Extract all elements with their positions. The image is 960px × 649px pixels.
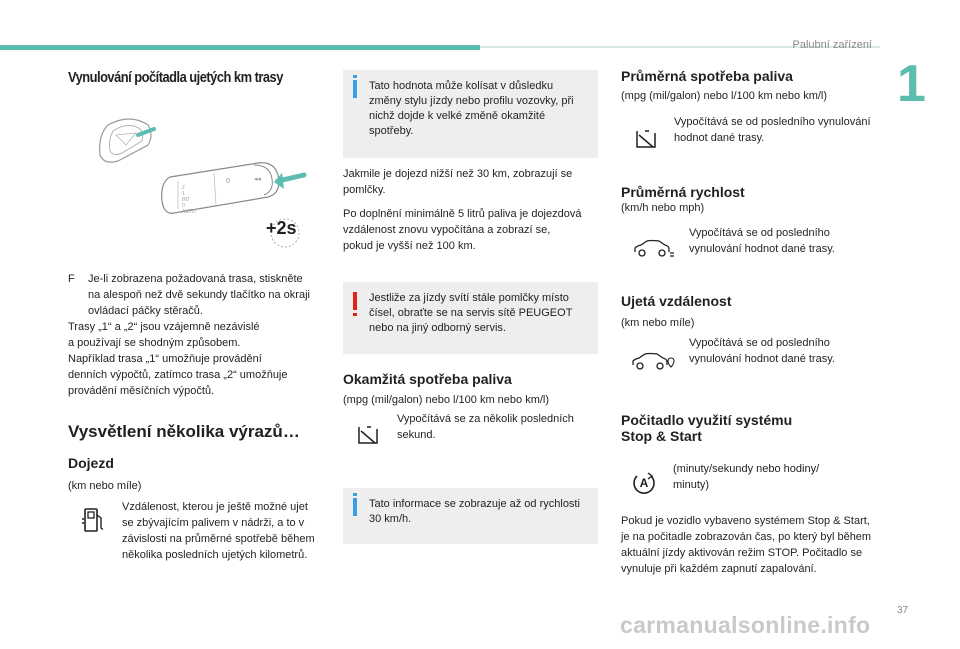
trips-paragraph-5: provádění měsíčních výpočtů. — [68, 385, 215, 397]
warning-icon — [353, 292, 357, 310]
average-consumption-unit: (mpg (mil/galon) nebo l/100 km nebo km/l) — [621, 90, 828, 102]
stop-start-heading-1: Počitadlo využití systému — [621, 412, 793, 428]
watermark: carmanualsonline.info — [620, 612, 871, 638]
average-fuel-icon — [635, 127, 657, 149]
two-seconds-label: +2s — [266, 218, 297, 238]
info-note-text: Tato hodnota může kolísat v důsledku změny stylu jízdy nebo profilu vozovky, při nichž dojde k velké změně okamžité spotřeby. — [369, 80, 574, 137]
info-icon — [353, 80, 357, 98]
car-distance-icon — [631, 350, 675, 372]
dashes-paragraph: Jakmile je dojezd nižší než 30 km, zobrazují se pomlčky. — [343, 168, 573, 196]
range-description: Vzdálenost, kterou je ještě možné ujet se zbývajícím palivem v nádrži, a to v závislosti na průměrné spotřebě během několika posledních ujetých kilometrů. — [122, 501, 315, 561]
info-icon — [353, 498, 357, 516]
svg-text:1: 1 — [182, 191, 185, 197]
average-consumption-description: Vypočítává se od posledního vynulování hodnot dané trasy. — [674, 116, 871, 144]
page-number: 37 — [897, 605, 909, 616]
svg-text:INT: INT — [182, 197, 191, 203]
svg-text:AUTO: AUTO — [182, 209, 196, 215]
stop-start-unit: (minuty/sekundy nebo hodiny/ minuty) — [673, 463, 820, 491]
svg-text:◂◂: ◂◂ — [254, 176, 262, 183]
info-note-variation — [343, 70, 598, 158]
warning-note-text: Jestliže za jízdy svítí stále pomlčky místo čísel, obraťte se na servis sítě PEUGEOT nebo na jiný odborný servis. — [369, 292, 573, 334]
trips-paragraph-2: a používají se shodným způsobem. — [68, 337, 241, 349]
bullet-marker: F — [68, 273, 75, 285]
average-consumption-heading: Průměrná spotřeba paliva — [621, 68, 793, 84]
average-speed-unit: (km/h nebo mph) — [621, 202, 705, 214]
distance-unit: (km nebo míle) — [621, 317, 695, 329]
trips-paragraph-3: Například trasa „1“ umožňuje provádění — [68, 353, 262, 365]
reset-instruction: Je-li zobrazena požadovaná trasa, stiskněte na alespoň než dvě sekundy tlačítko na okraji ovládací páčky stěračů. — [88, 273, 310, 317]
fuel-consumption-icon — [357, 423, 379, 445]
trips-paragraph-1: Trasy „1“ a „2“ jsou vzájemně nezávislé — [68, 321, 260, 333]
svg-text:0: 0 — [226, 178, 230, 185]
average-speed-description: Vypočítává se od posledního vynulování hodnot dané trasy. — [689, 227, 835, 255]
stop-start-icon-letter: A — [639, 476, 649, 490]
chapter-number: 1 — [897, 55, 926, 113]
distance-heading: Ujetá vzdálenost — [621, 293, 732, 309]
instant-consumption-description: Vypočítává se za několik posledních sekund. — [397, 413, 574, 441]
trips-paragraph-4: denních výpočtů, zatímco trasa „2“ umožňuje — [68, 369, 288, 381]
info-note-speed-text: Tato informace se zobrazuje až od rychlosti 30 km/h. — [369, 498, 580, 525]
warning-note-dashes — [343, 282, 598, 354]
instant-consumption-unit: (mpg (mil/galon) nebo l/100 km nebo km/l) — [343, 394, 550, 406]
refuel-paragraph: Po doplnění minimálně 5 litrů paliva je dojezdová vzdálenost znovu vypočítána a zobrazí se, pokud je vyšší než 100 km. — [343, 208, 582, 252]
header-accent-line — [0, 45, 480, 50]
svg-text:2: 2 — [182, 185, 185, 191]
info-note-speed — [343, 488, 598, 544]
range-unit: (km nebo míle) — [68, 480, 142, 492]
car-speed-icon — [633, 238, 675, 258]
trip-reset-heading: Vynulování počítadla ujetých km trasy — [68, 69, 283, 86]
instant-consumption-heading: Okamžitá spotřeba paliva — [343, 371, 512, 387]
distance-description: Vypočítává se od posledního vynulování hodnot dané trasy. — [689, 337, 835, 365]
stop-start-heading-2: Stop & Start — [621, 428, 702, 444]
average-speed-heading: Průměrná rychlost — [621, 184, 745, 200]
range-heading: Dojezd — [68, 455, 114, 471]
terms-heading: Vysvětlení několika výrazů… — [68, 422, 300, 441]
wiper-stalk-figure — [78, 105, 318, 255]
stop-start-description: Pokud je vozidlo vybaveno systémem Stop & Start, je na počitadle zobrazován čas, po který byl během aktuální jízdy aktivován režim STOP. Počitadlo se vynuluje při každém zapnutí zapalování. — [621, 515, 872, 575]
stop-start-icon — [631, 471, 657, 497]
svg-text:0: 0 — [182, 203, 185, 209]
fuel-pump-icon — [81, 505, 107, 535]
section-title: Palubní zařízení — [792, 39, 872, 51]
